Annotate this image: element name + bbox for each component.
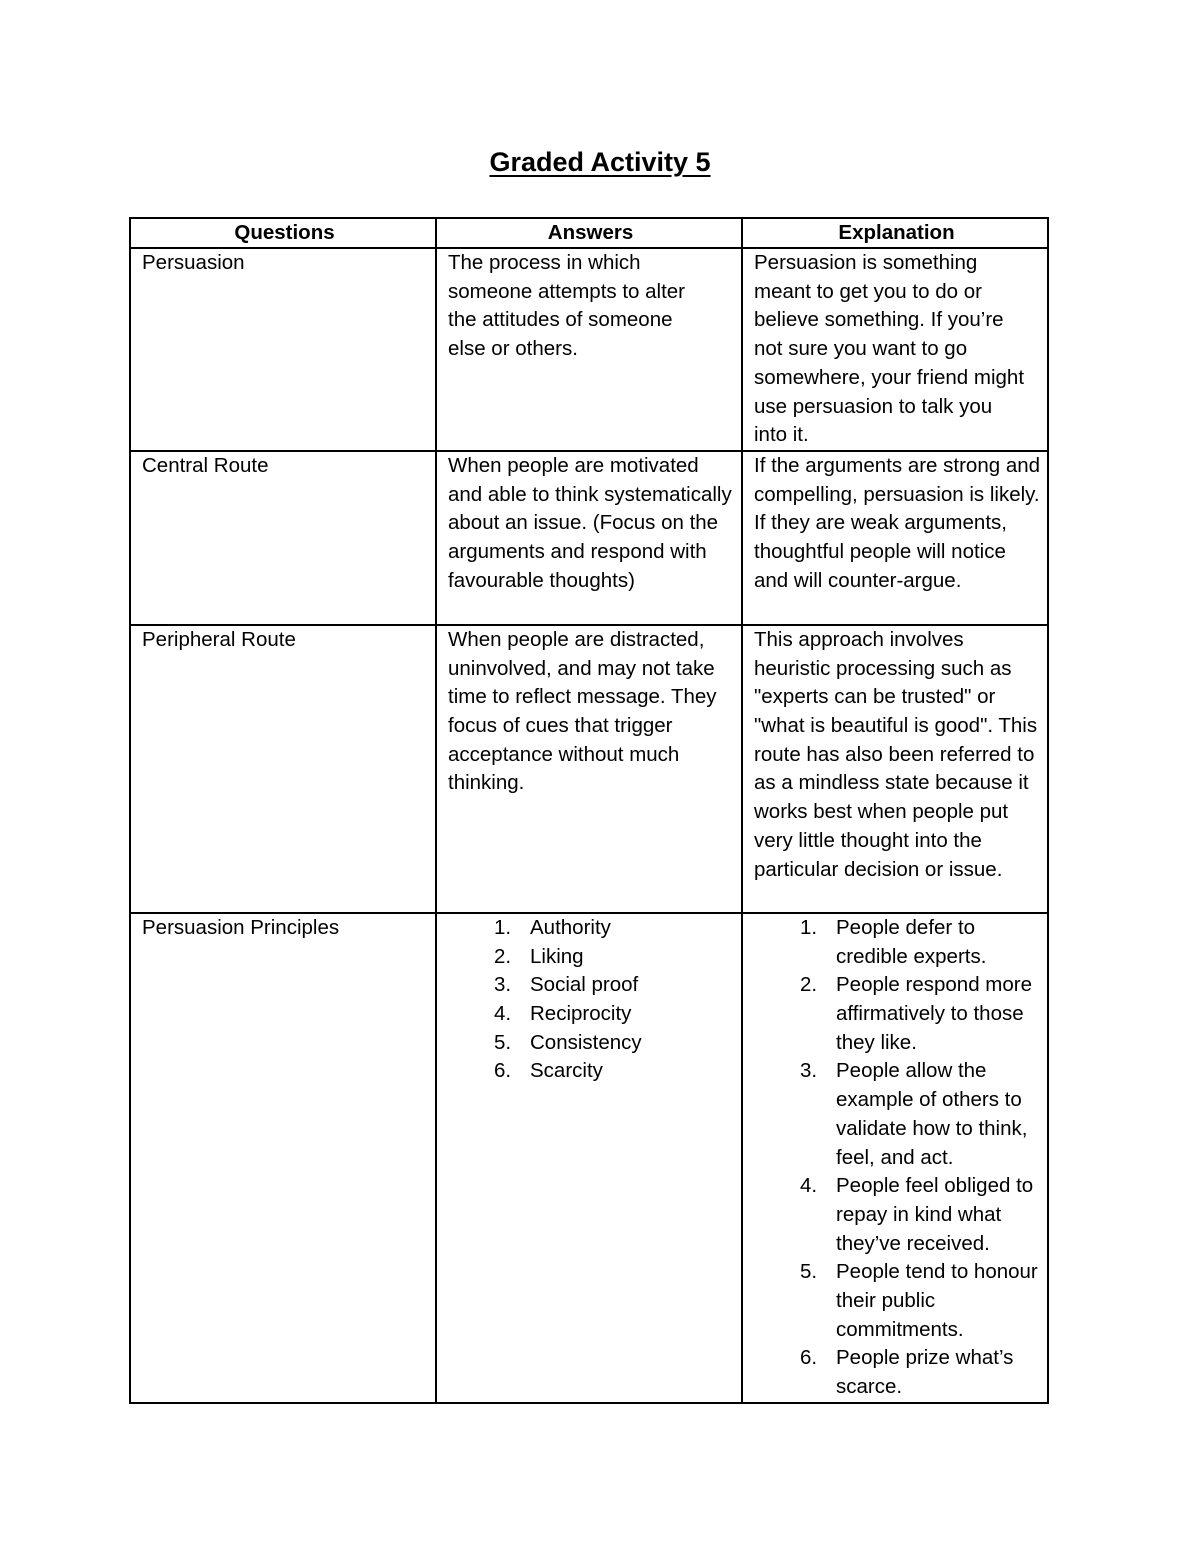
- principles-explanation-list: [754, 914, 1041, 1402]
- list-item: [754, 971, 1041, 1057]
- explanation-cell: If the arguments are strong and compelling, persuasion is likely. If they are weak arguments, thoughtful people will notice and will counter-argue.: [742, 451, 1048, 625]
- list-item: [448, 914, 733, 943]
- table-row: [130, 625, 1048, 913]
- list-item: [448, 1057, 733, 1086]
- explanation-cell: This approach involves heuristic processing such as "experts can be trusted" or "what is beautiful is good". This route has also been referred to as a mindless state because it works best when people put very little thought into the particular decision or issue.: [742, 625, 1048, 913]
- list-item-text: People tend to honour their public commitments.: [836, 1260, 1038, 1341]
- page-title: Graded Activity 5: [489, 147, 711, 177]
- list-item-text: People prize what’s scarce.: [836, 1346, 1014, 1399]
- list-item-text: Consistency: [530, 1030, 642, 1054]
- list-item-text: Reciprocity: [530, 1002, 632, 1026]
- question-cell: Persuasion: [130, 248, 436, 451]
- list-item-text: Authority: [530, 915, 611, 939]
- list-item: [754, 1172, 1041, 1258]
- list-number: 4.: [800, 1174, 818, 1198]
- list-item: [448, 971, 733, 1000]
- activity-table: [129, 217, 1049, 1404]
- answer-cell: When people are distracted, uninvolved, and may not take time to reflect message. They focus of cues that trigger acceptance without much thinking.: [436, 625, 742, 913]
- header-questions: Questions: [130, 218, 436, 248]
- list-number: 1.: [800, 915, 818, 939]
- list-item-text: People allow the example of others to validate how to think, feel, and act.: [836, 1059, 1028, 1169]
- explanation-cell: Persuasion is something meant to get you to do or believe something. If you’re not sure you want to go somewhere, your friend might use persuasion to talk you into it.: [742, 248, 1048, 451]
- list-number: 2.: [800, 973, 818, 997]
- list-number: 2.: [494, 944, 512, 968]
- list-number: 6.: [494, 1059, 512, 1083]
- list-item-text: Scarcity: [530, 1059, 603, 1083]
- question-cell: Persuasion Principles: [130, 913, 436, 1403]
- list-item: [754, 914, 1041, 971]
- list-number: 4.: [494, 1002, 512, 1026]
- list-number: 5.: [494, 1030, 512, 1054]
- list-item-text: Liking: [530, 944, 584, 968]
- answer-cell: When people are motivated and able to think systematically about an issue. (Focus on the arguments and respond with favourable thoughts): [436, 451, 742, 625]
- list-item: [754, 1344, 1041, 1401]
- list-number: 3.: [800, 1059, 818, 1083]
- answer-cell: [436, 913, 742, 1403]
- question-cell: Peripheral Route: [130, 625, 436, 913]
- header-answers: Answers: [436, 218, 742, 248]
- list-item-text: Social proof: [530, 973, 639, 997]
- list-number: 5.: [800, 1260, 818, 1284]
- list-item-text: People feel obliged to repay in kind what they’ve received.: [836, 1174, 1034, 1255]
- list-number: 3.: [494, 973, 512, 997]
- list-item: [448, 943, 733, 972]
- list-item: [754, 1258, 1041, 1344]
- list-number: 6.: [800, 1346, 818, 1370]
- list-item-text: People defer to credible experts.: [836, 915, 987, 968]
- table-row: [130, 913, 1048, 1403]
- table-row: [130, 451, 1048, 625]
- principles-list: [448, 914, 733, 1086]
- table-row: [130, 248, 1048, 451]
- question-cell: Central Route: [130, 451, 436, 625]
- list-item-text: People respond more affirmatively to those they like.: [836, 973, 1033, 1054]
- list-number: 1.: [494, 915, 512, 939]
- table-header-row: [130, 218, 1048, 248]
- answer-cell: The process in which someone attempts to alter the attitudes of someone else or others.: [436, 248, 742, 451]
- header-explanation: Explanation: [742, 218, 1048, 248]
- list-item: [448, 1000, 733, 1029]
- list-item: [754, 1057, 1041, 1172]
- explanation-cell: [742, 913, 1048, 1403]
- list-item: [448, 1029, 733, 1058]
